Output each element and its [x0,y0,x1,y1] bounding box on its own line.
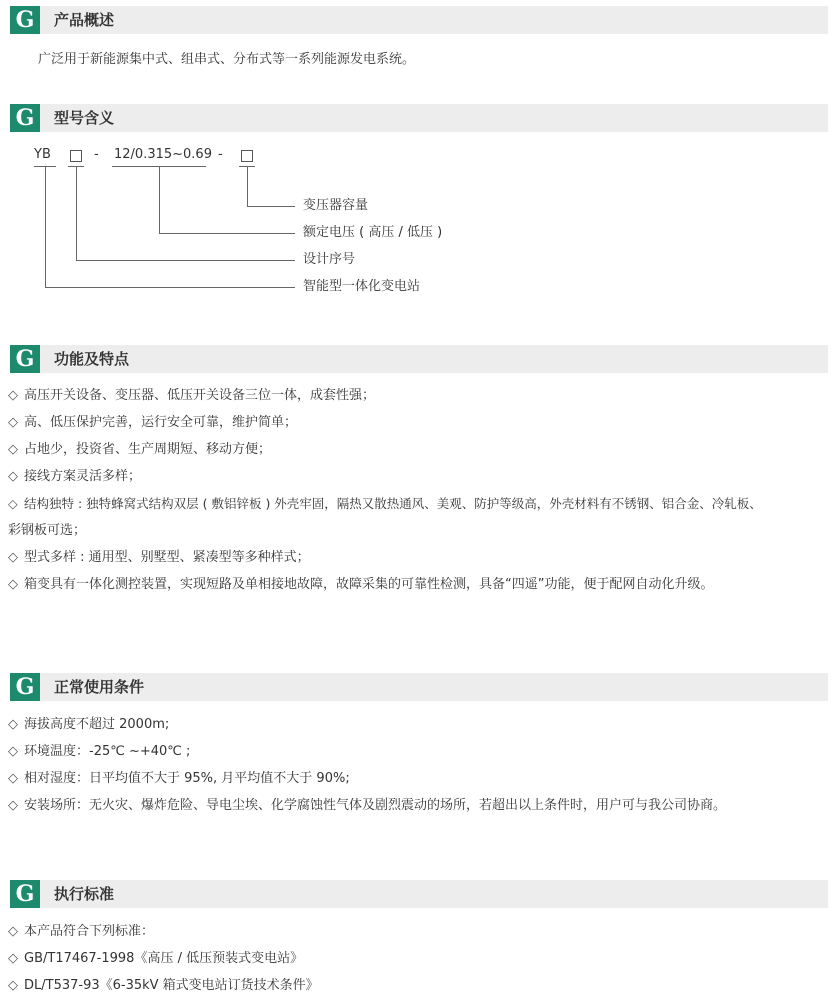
leader-line [76,260,295,261]
feature-item: ◇ 高、低压保护完善，运行安全可靠，维护简单； [8,415,298,430]
section-header-standards [10,880,828,908]
section-title: 功能及特点 [54,350,130,368]
diamond-bullet-icon: ◇ [8,798,18,813]
leader-line [247,206,295,207]
diamond-bullet-icon: ◇ [8,496,18,511]
diamond-bullet-icon: ◇ [8,717,18,732]
overview-text: 广泛用于新能源集中式、组串式、分布式等一系列能源发电系统。 [38,52,416,67]
condition-item: ◇ 相对湿度：日平均值不大于 95%, 月平均值不大于 90%; [8,771,350,786]
g-logo-icon: G [10,6,40,34]
leader-line [45,167,46,288]
g-logo-icon: G [10,104,40,132]
model-prefix: YB [34,147,51,162]
g-logo-icon: G [10,673,40,701]
feature-item: ◇ 高压开关设备、变压器、低压开关设备三位一体，成套性强； [8,388,376,403]
g-logo-icon: G [10,880,40,908]
model-dash: - [218,147,223,162]
leader-line [45,287,295,288]
model-dash: - [94,147,99,162]
section-header-conditions [10,673,828,701]
diamond-bullet-icon: ◇ [8,550,18,565]
diamond-bullet-icon: ◇ [8,744,18,759]
section-title: 执行标准 [54,885,115,903]
diamond-bullet-icon: ◇ [8,442,18,457]
diamond-bullet-icon: ◇ [8,978,18,993]
leader-line [247,167,248,207]
diamond-bullet-icon: ◇ [8,415,18,430]
feature-item: ◇ 结构独特 : 独特蜂窝式结构双层 ( 敷铝锌板 ) 外壳牢固，隔热又散热通风、美观、防护等级高，外壳材料有不锈钢、铝合金、冷轧板、 [8,496,762,511]
model-voltage: 12/0.315~0.69 [114,147,212,162]
model-label-voltage: 额定电压 ( 高压 / 低压 ) [303,225,443,240]
section-header-model [10,104,828,132]
diamond-bullet-icon: ◇ [8,951,18,966]
feature-item: ◇ 型式多样 : 通用型、别墅型、紧凑型等多种样式； [8,550,310,565]
condition-item: ◇ 环境温度：-25℃ ~+40℃ ; [8,744,191,759]
diamond-bullet-icon: ◇ [8,771,18,786]
section-header-overview [10,6,828,34]
placeholder-box [241,150,253,162]
model-label-design: 设计序号 [303,252,356,267]
diamond-bullet-icon: ◇ [8,469,18,484]
diamond-bullet-icon: ◇ [8,388,18,403]
feature-item: ◇ 占地少，投资省、生产周期短、移动方便； [8,442,272,457]
feature-item-continued: 彩钢板可选； [8,523,87,538]
standard-item: ◇ DL/T537-93《6-35kV 箱式变电站订货技术条件》 [8,978,319,993]
feature-item: ◇ 箱变具有一体化测控装置，实现短路及单相接地故障，故障采集的可靠性检测，具备“四遥”功能，便于配网自动化升级。 [8,577,714,592]
section-header-features [10,345,828,373]
leader-line [159,167,160,234]
condition-item: ◇ 海拔高度不超过 2000m; [8,717,170,732]
diamond-bullet-icon: ◇ [8,924,18,939]
section-title: 型号含义 [54,109,115,127]
model-label-capacity: 变压器容量 [303,198,369,213]
standard-item: ◇ GB/T17467-1998《高压 / 低压预装式变电站》 [8,951,304,966]
g-logo-icon: G [10,345,40,373]
section-title: 产品概述 [54,11,115,29]
standard-item: ◇ 本产品符合下列标准： [8,924,155,939]
placeholder-box [70,150,82,162]
model-label-station: 智能型一体化变电站 [303,279,421,294]
leader-line [159,233,295,234]
condition-item: ◇ 安装场所：无火灾、爆炸危险、导电尘埃、化学腐蚀性气体及剧烈震动的场所，若超出以上条件时，用户可与我公司协商。 [8,798,727,813]
section-title: 正常使用条件 [54,678,145,696]
diamond-bullet-icon: ◇ [8,577,18,592]
leader-line [76,167,77,261]
feature-item: ◇ 接线方案灵活多样； [8,469,142,484]
